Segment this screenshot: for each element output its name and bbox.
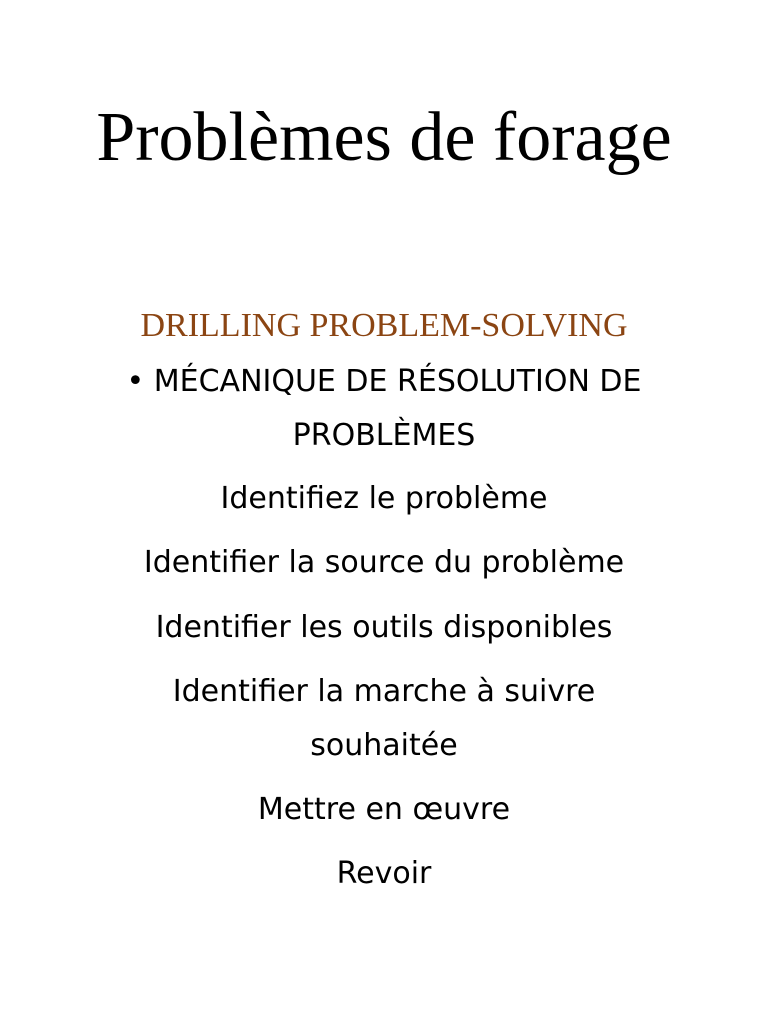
section-subtitle: DRILLING PROBLEM-SOLVING <box>140 307 628 344</box>
bullet-marker: • <box>126 364 145 399</box>
bullet-heading-line-1 <box>60 356 708 408</box>
page-title: Problèmes de forage <box>96 99 672 176</box>
step-identify-tools: Identifier les outils disponibles <box>155 610 613 645</box>
step-identify-course-line-2: souhaitée <box>310 728 458 763</box>
step-identify-source: Identifier la source du problème <box>143 545 625 580</box>
bullet-heading-line-2: PROBLÈMES <box>292 418 476 453</box>
step-implement: Mettre en œuvre <box>257 792 511 827</box>
step-identify-problem: Identifiez le problème <box>220 481 548 516</box>
bullet-heading-text: MÉCANIQUE DE RÉSOLUTION DE <box>153 364 642 399</box>
step-review: Revoir <box>336 856 432 891</box>
step-identify-course-line-1: Identifier la marche à suivre <box>172 674 596 709</box>
